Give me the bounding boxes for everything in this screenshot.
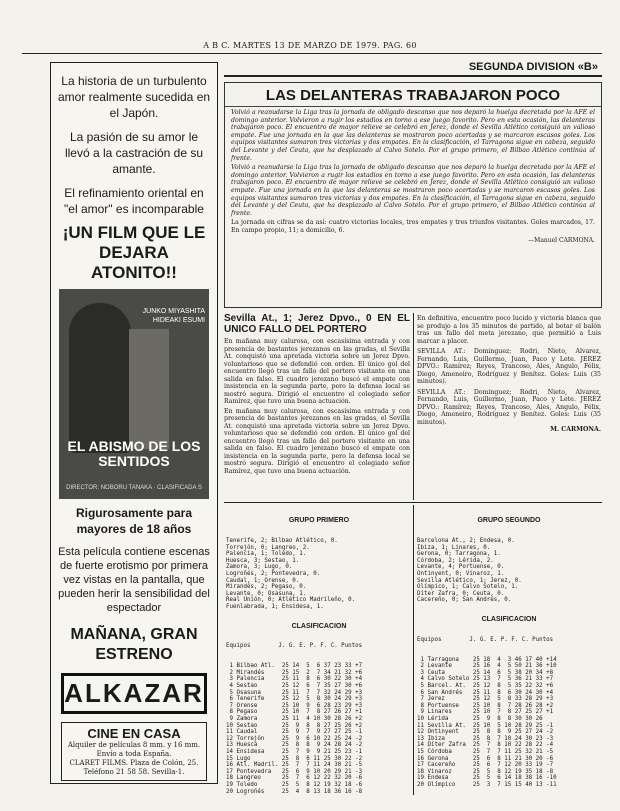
table-row: 18 Langreo 25 7 6 12 22 32 20 -6: [226, 775, 363, 782]
table-row: 4 Sestao 25 12 6 7 35 27 30 +6: [226, 683, 363, 690]
match-headline: Sevilla At., 1; Jerez Dpvo., 0 EN EL UNICO FALLO DEL PORTERO: [224, 313, 410, 335]
group-one-standings-title: CLASIFICACION: [291, 622, 347, 630]
group-two-standings-title: CLASIFICACION: [481, 616, 537, 624]
table-row: 14 Díter Zafra 25 7 8 10 22 28 22 -4: [417, 742, 554, 749]
table-row: 10 Sestao 25 9 8 8 27 25 26 +2: [226, 722, 363, 729]
tables-rule: [224, 502, 602, 503]
column-divider: [413, 313, 414, 500]
page-header: A B C. MARTES 13 DE MARZO DE 1979. PAG. 60: [203, 41, 417, 50]
table-row: 2 Levante 25 16 4 5 50 21 36 +10: [417, 663, 557, 670]
result-line: Mirandés, 2; Pegaso, 0.: [226, 584, 307, 591]
result-line: Cacereño, 0; San Andrés, 0.: [417, 597, 512, 604]
table-row: 9 Linares 25 10 7 8 27 25 27 +1: [417, 709, 554, 716]
group-one-title: GRUPO PRIMERO: [288, 517, 350, 525]
table-row: 12 Ontinyent 25 8 8 9 25 27 24 -2: [417, 729, 554, 736]
result-line: Levante, 0; Osasuna, 1.: [226, 590, 307, 597]
group-two-results: [417, 538, 601, 604]
table-row: 5 Barcel. At. 25 12 8 5 35 22 32 +6: [417, 683, 554, 690]
poster-figure-2: [129, 329, 169, 449]
result-line: Córdoba, 2; Lérida, 2.: [417, 557, 494, 564]
ad-tagline-3: El refinamiento oriental en "el amor" es incomparable: [64, 186, 204, 216]
group-one-table: [226, 663, 412, 795]
table-row: 7 Orense 25 10 9 6 28 23 29 +3: [226, 702, 363, 709]
table-row: 4 Calvo Sotelo 25 13 7 5 36 21 33 +7: [417, 676, 554, 683]
result-line: Sevilla Atlético, 1; Jerez, 0.: [417, 577, 522, 584]
table-row: 3 Ceuta 25 14 6 5 38 20 34 +8: [417, 669, 554, 676]
table-row: 8 Portuense 25 10 8 7 28 26 28 +2: [417, 702, 554, 709]
poster-credit: DIRECTOR: NOBORU TANAKA · CLASIFICADA S: [66, 485, 202, 491]
table-row: 9 Zamora 25 11 4 10 30 28 26 +2: [226, 716, 363, 722]
ad-slogan: ¡UN FILM QUE LE DEJARA ATONITO!!: [62, 223, 206, 282]
cine-en-casa-ad: [61, 722, 207, 781]
match-body: En mañana muy calurosa, con escasísima entrada y con presencia de bastantes jerezanos en las gradas, el Sevilla At. conquistó una apretada victoria sobre un Jerez Dpvo. voluntarioso que se defendió con orden. El único gol del encuentro llegó tras un fallo del portero visitante en una salida en falso. El cuadro jerezano buscó el empate con insistencia en la segunda parte, pero la defensa local se mostró segura. Dirigió el encuentro el colegiado señor Ramírez, que tuvo una buena actuación.: [224, 338, 410, 405]
table-row: 13 Ibiza 25 8 7 10 24 30 23 -3: [417, 735, 554, 742]
table-row: 2 Mirandés 25 15 2 7 34 21 32 +6: [226, 669, 363, 676]
result-line: Palencia, 1; Toledo, 1.: [226, 551, 307, 558]
result-line: Torrejón, 0; Langreo, 2.: [226, 544, 310, 551]
result-line: Díter Zafra, 0; Ceuta, 0.: [417, 590, 505, 597]
result-line: Olímpico, 1; Calvo Sotelo, 1.: [417, 584, 519, 591]
result-line: Ibiza, 1; Linares, 0.: [417, 544, 491, 551]
table-row: 1 Bilbao Atl. 25 14 5 6 37 23 33 +7: [226, 663, 363, 670]
match-lineups-2: SEVILLA AT.: Dominguez; Rodri, Nieto, Alvarez, Fernando, Luis, Guillermo, Juan, Paco y Lete. JEREZ DPVO.: Ramírez; Reyes, Trancoso, Ales, Angulo, Félix, Diego, Ameneiro, Rodríguez y Benítez. Goles: Luis (35 minutos).: [417, 388, 601, 426]
group-divider: [413, 505, 414, 795]
group-two: [417, 505, 601, 795]
table-row: 17 Cacereño 25 6 7 12 20 33 19 -7: [417, 762, 554, 769]
table-row: 17 Pontevedra 25 6 9 10 20 29 21 -3: [226, 768, 363, 775]
table-row: 13 Huesca 25 8 8 9 24 28 24 -2: [226, 742, 363, 749]
poster-title: EL ABISMO DE LOS SENTIDOS: [67, 438, 201, 469]
table-row: 10 Lérida 25 9 8 8 30 30 26: [417, 716, 543, 722]
table-row: 14 Ensidesa 25 7 9 9 21 25 23 -1: [226, 748, 363, 755]
table-row: 6 San Andrés 25 11 8 6 30 24 30 +4: [417, 689, 554, 696]
film-poster: [59, 289, 209, 499]
result-line: Barcelona At., 2; Endesa, 0.: [417, 537, 515, 544]
table-row: 6 Tenerife 25 12 5 8 30 24 29 +3: [226, 696, 363, 703]
cine-title: CINE EN CASA: [87, 726, 181, 741]
film-advertisement: [50, 62, 218, 784]
match-report-continued: [417, 315, 601, 434]
group-two-table: [417, 657, 601, 789]
match-lineups: SEVILLA AT.: Dominguez; Rodri, Nieto, Alvarez, Fernando, Luis, Guillermo, Juan, Paco y Lete. JEREZ DPVO.: Ramírez; Reyes, Trancoso, Ales, Angulo, Félix, Diego, Ameneiro, Rodríguez y Benítez. Goles: Luis (35 minutos).: [417, 348, 601, 385]
header-rule: [22, 53, 602, 54]
table-row: 7 Jerez 25 12 5 8 33 28 29 +3: [417, 696, 554, 703]
result-line: Zamora, 3; Lugo, 0.: [226, 564, 293, 571]
table-row: 12 Torrejón 25 9 6 10 22 25 24 -2: [226, 735, 363, 742]
table-row: 19 Toledo 25 5 8 12 19 32 18 -6: [226, 781, 363, 788]
match-report: [224, 313, 410, 475]
table-row: 11 Sevilla At. 25 10 5 10 28 29 25 -1: [417, 722, 554, 729]
ad-rating: Rigurosamente para mayores de 18 años: [75, 506, 193, 536]
table-row: 3 Palencia 25 11 8 6 30 22 30 +4: [226, 676, 363, 683]
table-row: 1 Tarragona 25 18 4 3 46 17 40 +14: [417, 656, 557, 663]
match-body-2: En definitiva, encuentro poco lucido y victoria blanca que se produjo a los 35 minutos de partido, al botar el balón tras un fallo del meta jerezano, que permitió a Luis marcar a placer.: [417, 315, 601, 345]
article-headline: LAS DELANTERAS TRABAJARON POCO: [225, 87, 601, 107]
cine-address: CLARET FILMS. Plaza de Colón, 25. Teléfono 21 58 58. Sevilla-1.: [69, 759, 199, 776]
table-row: 20 Olímpico 25 3 7 15 15 40 13 -11: [417, 781, 557, 788]
article-byline: —Manuel CARMONA.: [528, 236, 595, 244]
group-one-results: [226, 538, 412, 611]
result-line: Tenerife, 2; Bilbao Atlético, 0.: [226, 537, 338, 544]
article-body-continued: Volvió a reanudarse la Liga tras la jornada de obligado descanso que nos deparó la huelga decretada por la AFE el domingo anterior. Volvieron a rugir los estadios en torno a ese juego favorito. Pero en esta ocasión, las delanteras trabajaron poco. El encuentro de mayor relieve se celebró en Jerez, donde el Sevilla Atlético consiguió un valioso empate. Fue una jornada en la que las delanteras se mostraron poco acertadas y se marcaron escasos goles. Los equipos visitantes sumaron tres victorias y dos empates. En la clasificación, el Tarragona sigue en cabeza, seguido del Levante y del Ceuta, que ha desplazado al Calvo Sotelo. Por el grupo primero, el Bilbao Atlético continúa al frente.: [231, 164, 595, 217]
poster-cast: JUNKO MIYASHITA HIDEAKI ESUMI: [142, 308, 205, 324]
cine-text: Alquiler de películas 8 mm. y 16 mm. Envío a toda España.: [67, 741, 201, 758]
table-row: 18 Vinaroz 25 5 8 12 19 35 18 -8: [417, 768, 554, 775]
result-line: Ontinyent, 0; Vinaroz, 1.: [417, 570, 505, 577]
poster-figure: [69, 303, 131, 453]
result-line: Logroñés, 2; Pontevedra, 0.: [226, 570, 321, 577]
table-row: 15 Córdoba 25 7 7 11 25 32 21 -5: [417, 748, 554, 755]
result-line: Huesca, 3; Sestao, 1.: [226, 557, 300, 564]
group-two-title: GRUPO SEGUNDO: [477, 517, 541, 525]
group-one: [226, 505, 412, 802]
ad-tagline-1: La historia de un turbulento amor realmente sucedida en el Japón.: [57, 74, 211, 120]
match-byline: M. CARMONA.: [550, 426, 601, 433]
table-row: 8 Pegaso 25 10 7 8 27 26 27 +1: [226, 709, 363, 716]
group-two-table-header: Equipos J. G. E. P. F. C. Puntos: [417, 636, 554, 643]
ad-tagline-2: La pasión de su amor le llevó a la castración de su amante.: [64, 130, 204, 176]
table-row: 11 Caudal 25 9 7 9 27 27 25 -1: [226, 729, 363, 736]
result-line: Levante, 4; Portuense, 0.: [417, 564, 505, 571]
article-summary: La jornada en cifras se da así: cuatro victorias locales, tres empates y tres triunfos visitantes. Goles marcados, 17. En campo propio, 11; a domicilio, 6.: [231, 219, 595, 234]
table-row: 5 Osasuna 25 11 7 7 32 24 29 +3: [226, 689, 363, 696]
ad-warning: Esta película contiene escenas de fuerte erotismo por primera vez vistas en la pantalla, que pueden herir la sensibilidad del espectador: [58, 546, 210, 614]
result-line: Caudal, 1; Orense, 0.: [226, 577, 300, 584]
group-one-table-header: Equipos J. G. E. P. F. C. Puntos: [226, 643, 363, 650]
table-row: 16 Atl. Madril. 25 7 7 11 24 30 21 -5: [226, 762, 363, 769]
table-row: 15 Lugo 25 8 6 11 25 30 22 -2: [226, 755, 363, 762]
table-row: 16 Gerona 25 6 8 11 21 30 20 -6: [417, 755, 554, 762]
ad-premiere: MAÑANA, GRAN ESTRENO: [70, 626, 198, 663]
result-line: Real Unión, 0; Atlético Madrileño, 0.: [226, 597, 356, 604]
main-article: [224, 82, 602, 308]
table-row: 19 Endesa 25 5 6 14 18 38 16 -10: [417, 775, 557, 782]
section-title: SEGUNDA DIVISION «B»: [468, 61, 598, 73]
article-body: Volvió a reanudarse la Liga tras la jornada de obligado descanso que nos deparó la huelga decretada por la AFE el domingo anterior. Volvieron a rugir los estadios en torno a ese juego favorito. Pero en esta ocasión, las delanteras trabajaron poco. El encuentro de mayor relieve se celebró en Jerez, donde el Sevilla Atlético consiguió un valioso empate. Fue una jornada en la que las delanteras se mostraron poco acertadas y se marcaron escasos goles. Los equipos visitantes sumaron tres victorias y dos empates. En la clasificación, el Tarragona sigue en cabeza, seguido del Levante y del Ceuta, que ha desplazado al Calvo Sotelo. Por el grupo primero, el Bilbao Atlético continúa al frente.: [231, 109, 595, 162]
match-body-repeat: En mañana muy calurosa, con escasísima entrada y con presencia de bastantes jerezanos en las gradas, el Sevilla At. conquistó una apretada victoria sobre un Jerez Dpvo. voluntarioso que se defendió con orden. El único gol del encuentro llegó tras un fallo del portero visitante en una salida en falso. El cuadro jerezano buscó el empate con insistencia en la segunda parte, pero la defensa local se mostró segura. Dirigió el encuentro el colegiado señor Ramírez, que tuvo una buena actuación.: [224, 407, 410, 475]
result-line: Fuenlabrada, 1; Ensidesa, 1.: [226, 603, 324, 610]
section-rule: [224, 75, 602, 77]
result-line: Gerona, 0; Tarragona, 1.: [417, 551, 501, 558]
theater-name: ALKAZAR: [61, 673, 207, 714]
table-row: 20 Logroñés 25 4 8 13 18 36 16 -8: [226, 788, 363, 795]
